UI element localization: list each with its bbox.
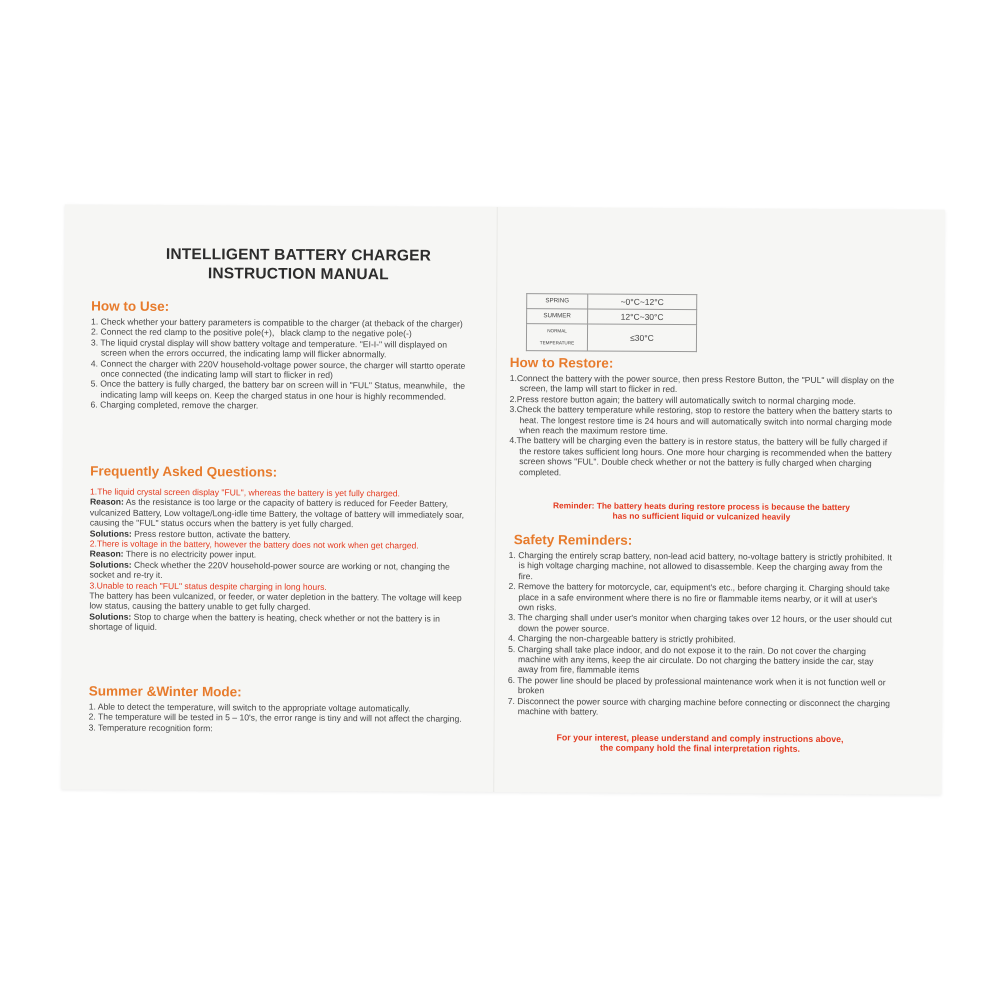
table-cell: ~0°C~12°C bbox=[588, 294, 697, 310]
list-item: 2. The temperature will be tested in 5 – 10's, the error range is tiny and will not affect the charging. bbox=[88, 711, 462, 725]
table-row bbox=[526, 324, 696, 352]
closing-statement bbox=[507, 732, 892, 755]
summer-winter-list bbox=[89, 701, 474, 735]
list-item: 6. The power line should be placed by professional maintenance work when it is not function well or broken bbox=[507, 674, 886, 696]
center-fold bbox=[493, 207, 498, 792]
left-column bbox=[88, 204, 487, 734]
solutions-label: Solutions: bbox=[89, 559, 132, 570]
table-cell: SUMMER bbox=[527, 309, 588, 324]
list-item: 1. Charging the entirely scrap battery, non-lead acid battery, no-voltage battery is strictly prohibited. It is high voltage charging machine, not allowed to disassemble. Keep the charging away from the fire. bbox=[508, 550, 892, 581]
table-cell: NORMAL TEMPERATURE bbox=[526, 324, 587, 351]
manual-title bbox=[153, 245, 443, 285]
faq-reason-3: The battery has been vulcanized, or feeder, or water depletion in the battery. The voltage will keep low status, causing the battery unable to get fully charged. bbox=[89, 590, 462, 613]
table-cell: SPRING bbox=[527, 294, 588, 309]
closing-line-2: the company hold the final interpretation rights. bbox=[600, 743, 800, 755]
right-column bbox=[507, 207, 906, 755]
reason-text: There is no electricity power input. bbox=[123, 549, 257, 560]
list-item: 3. The liquid crystal display will show battery voltage and temperature. "EI-I-" will displayed on screen when the errors occurred, the indicating lamp will flicker abnormally. bbox=[90, 337, 448, 360]
list-item: 4.The battery will be charging even the battery is in restore status, the battery will be fully charged if the restore takes sufficient long hours. One more hour charging is recommended when the battery screen shows "FUL". Double check whether or not the battery is fully charged when charging completed. bbox=[509, 435, 892, 478]
summer-winter-heading: Summer &Winter Mode: bbox=[88, 683, 242, 700]
list-item: 5. Charging shall take place indoor, and do not expose it to the rain. Do not cover the charging machine with any items, keep the air circulate. Do not charging the battery inside the car, stay away from fire, flammable items bbox=[508, 643, 874, 676]
faq-solution-3 bbox=[89, 611, 469, 634]
list-item: 1. Able to detect the temperature, will switch to the appropriate voltage automatically. bbox=[88, 701, 411, 714]
list-item: 3.Check the battery temperature while restoring, stop to restore the battery when the battery starts to heat. The longest restore time is 24 hours and will automatically switch into normal charging mode when reach the maximum restore time. bbox=[509, 404, 893, 437]
closing-line-1: For your interest, please understand and comply instructions above, bbox=[556, 732, 844, 745]
list-item: 4. Charging the non-chargeable battery is strictly prohibited. bbox=[508, 633, 736, 645]
title-line-1: INTELLIGENT BATTERY CHARGER bbox=[165, 245, 432, 265]
solution-text: Check whether the 220V household-power source are working or not, changing the socket and re-try it. bbox=[89, 559, 450, 581]
faq-question-1: 1.The liquid crystal screen display "FUL", whereas the battery is yet fully charged. bbox=[90, 486, 400, 499]
list-item: 2.Press restore button again; the battery will automatically switch to normal charging mode. bbox=[509, 393, 856, 406]
list-item: 3. Temperature recognition form: bbox=[88, 722, 213, 734]
list-item: 1. Check whether your battery parameters is compatible to the charger (at theback of the charger) bbox=[91, 316, 463, 329]
solutions-label: Solutions: bbox=[89, 528, 132, 539]
table-row bbox=[527, 309, 697, 325]
solutions-label: Solutions: bbox=[89, 611, 132, 622]
solution-text: Stop to charge when the battery is heating, check whether or not the battery is in shortage of liquid. bbox=[89, 611, 440, 633]
list-item: 7. Disconnect the power source with charging machine before connecting or disconnect the charging machine with battery. bbox=[507, 695, 890, 717]
manual-sheet bbox=[61, 204, 945, 794]
safety-list bbox=[508, 550, 894, 719]
list-item: 1.Connect the battery with the power source, then press Restore Button, the "PUL" will display on the screen, the lamp will start to flicker in red. bbox=[509, 373, 895, 395]
temperature-table bbox=[526, 293, 697, 352]
reason-label: Reason: bbox=[89, 496, 124, 508]
solution-text: Press restore button, activate the battery. bbox=[131, 528, 291, 540]
faq-solution-2 bbox=[89, 559, 469, 582]
reminder-line-1: Reminder: The battery heats during restore process is because the battery bbox=[552, 500, 850, 513]
safety-heading: Safety Reminders: bbox=[513, 532, 633, 548]
faq-question-3: 3.Unable to reach "FUL" status despite charging in long hours. bbox=[89, 580, 327, 592]
reason-label: Reason: bbox=[89, 548, 124, 560]
how-to-use-heading: How to Use: bbox=[91, 298, 170, 314]
title-line-2: INSTRUCTION MANUAL bbox=[207, 265, 389, 284]
how-to-restore-heading: How to Restore: bbox=[509, 355, 614, 371]
reminder-line-2: has no sufficient liquid or vulcanized heavily bbox=[612, 511, 791, 523]
faq-reason-1 bbox=[90, 497, 470, 531]
how-to-use-list bbox=[91, 316, 472, 412]
list-item: 6. Charging completed, remove the charger. bbox=[90, 399, 259, 411]
list-item: 3. The charging shall under user's monitor when charging takes over 12 hours, or the user should cut down the power source. bbox=[508, 612, 892, 634]
table-cell: 12°C~30°C bbox=[588, 309, 697, 325]
list-item: 5. Once the battery is fully charged, the battery bar on screen will in "FUL" Status, meanwhile，the indicating lamp will keeps on. Keep the charged status in one hour is highly recommended. bbox=[90, 378, 466, 402]
reason-text: As the resistance is too large or the capacity of battery is reduced for Feeder Battery, vulcanized Battery, Low voltage/Long-idle time Battery, the voltage of battery will immediately soar, causing the "FUL" status occurs when the battery is yet fully charged. bbox=[89, 497, 465, 530]
faq-question-2: 2.There is voltage in the battery, however the battery does not work when get charged. bbox=[89, 538, 419, 551]
list-item: 2. Remove the battery for motorcycle, car, equipment's etc., before charging it. Charging should take place in a safe environment where there is no fire or flammable items nearby, or it will at user's own risks. bbox=[508, 581, 890, 613]
table-row bbox=[527, 294, 697, 310]
how-to-restore-list bbox=[509, 373, 895, 479]
faq-body bbox=[89, 486, 470, 634]
list-item: 2. Connect the red clamp to the positive pole(+)，black clamp to the negative pole(-) bbox=[90, 326, 412, 339]
restore-reminder bbox=[509, 500, 894, 523]
table-cell: ≤30°C bbox=[587, 324, 696, 352]
list-item: 4. Connect the charger with 220V household-voltage power source, the charger will startto operate once connected (the indicating lamp will start to flicker in red) bbox=[90, 358, 466, 380]
faq-heading: Frequently Asked Questions: bbox=[90, 463, 278, 480]
